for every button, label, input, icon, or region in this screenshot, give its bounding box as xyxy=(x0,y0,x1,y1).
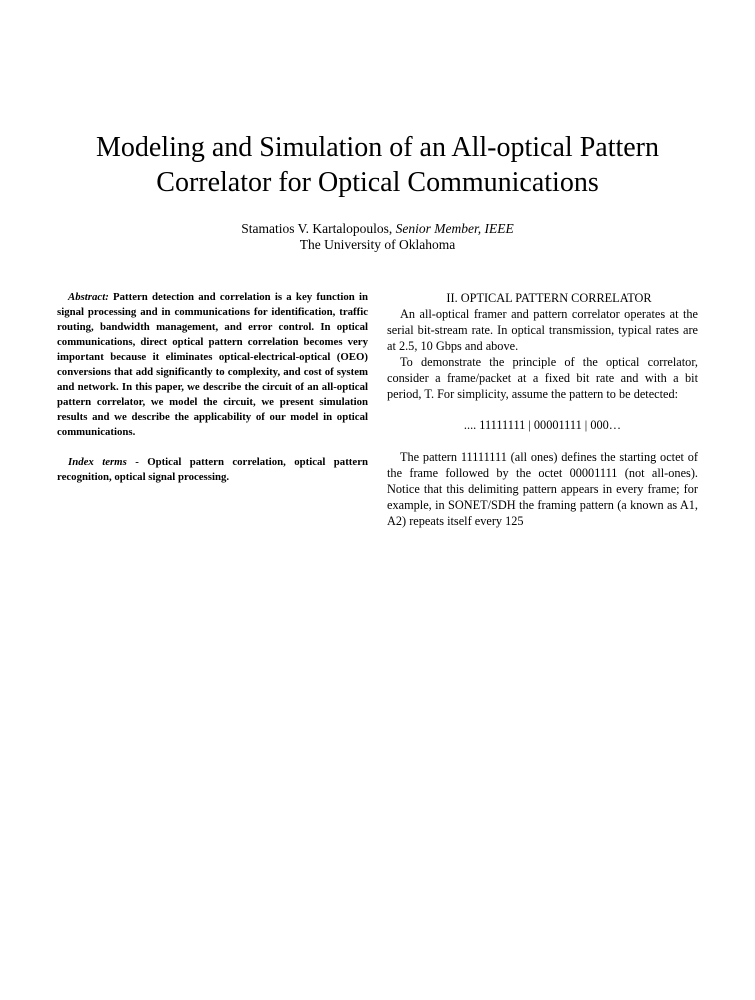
author-name: Stamatios V. Kartalopoulos, xyxy=(241,221,396,236)
right-column xyxy=(387,290,698,529)
author-line xyxy=(0,221,755,237)
author-membership: Senior Member, IEEE xyxy=(395,221,514,236)
page-title-line-1: Modeling and Simulation of an All-optical Pattern xyxy=(95,132,660,163)
left-column xyxy=(57,290,368,529)
body-paragraph-3: The pattern 11111111 (all ones) defines the starting octet of the frame followed by the octet 00001111 (not all-ones). Notice that this delimiting pattern appears in every frame; for example, in SONET/SDH the framing pattern (a known as A1, A2) repeats itself every 125 xyxy=(387,450,698,528)
bit-pattern-line: .... 11111111 | 00001111 | 000… xyxy=(463,418,622,432)
abstract-paragraph xyxy=(57,290,368,440)
index-terms-text: - Optical pattern correlation, optical pattern recognition, optical signal processing. xyxy=(57,456,368,483)
index-terms-label: Index terms xyxy=(68,456,127,468)
body-paragraph-1: An all-optical framer and pattern correlator operates at the serial bit-stream rate. In optical transmission, typical rates are at 2.5, 10 Gbps and above. xyxy=(387,307,698,353)
abstract-label: Abstract: xyxy=(68,291,109,303)
page-title xyxy=(38,130,718,200)
author-block xyxy=(0,221,755,252)
body-paragraph-2: To demonstrate the principle of the optical correlator, consider a frame/packet at a fixed bit rate and with a bit period, T. For simplicity, assume the pattern to be detected: xyxy=(387,355,698,401)
section-heading: II. OPTICAL PATTERN CORRELATOR xyxy=(446,291,652,305)
author-affiliation: The University of Oklahoma xyxy=(299,236,456,252)
two-column-body xyxy=(0,290,755,529)
page-title-line-2: Correlator for Optical Communications xyxy=(156,167,599,198)
index-terms-paragraph xyxy=(57,455,368,485)
abstract-text: Pattern detection and correlation is a key function in signal processing and in communications for identification, traffic routing, bandwidth management, and error control. In optical communications, direct optical pattern correlation becomes very important because it eliminates optical-electrical-optical (OEO) conversions that add significantly to complexity, and cost of system and network. In this paper, we describe the circuit of an all-optical pattern correlator, we model the circuit, we present simulation results and we describe the applicability of our model in optical communications. xyxy=(57,291,368,438)
